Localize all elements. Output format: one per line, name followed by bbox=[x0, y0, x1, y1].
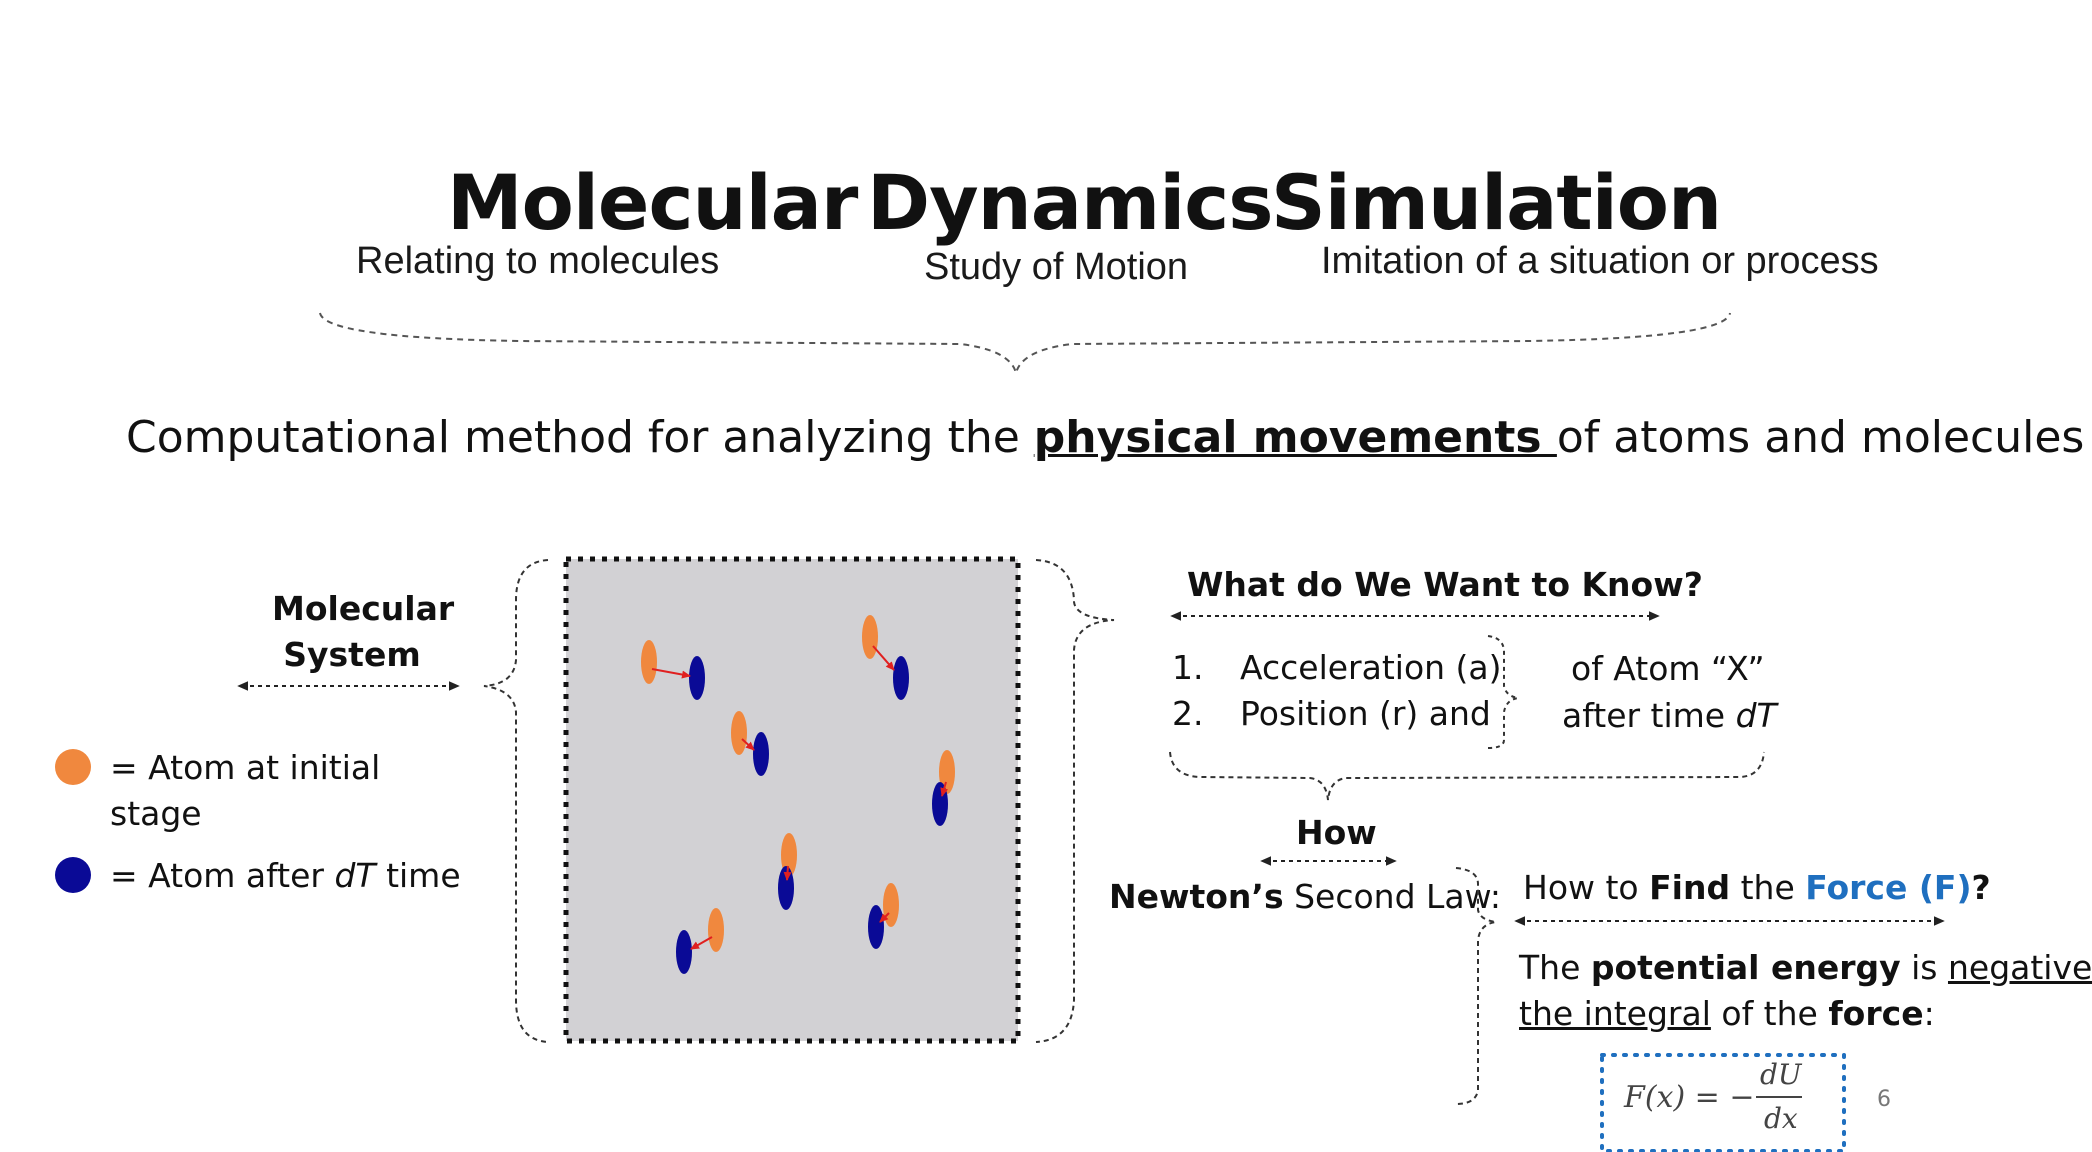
want-to-know-heading: What do We Want to Know? bbox=[1187, 565, 1703, 604]
atom-initial bbox=[731, 711, 747, 755]
newton-brace bbox=[1456, 868, 1496, 1104]
item1-acceleration: Acceleration (a) bbox=[1240, 648, 1502, 687]
pe-8: : bbox=[1923, 994, 1935, 1033]
subtitle-molecular: Relating to molecules bbox=[356, 240, 720, 282]
item2-number: 2. bbox=[1172, 694, 1204, 733]
newton-bold: Newton’s bbox=[1109, 877, 1284, 916]
subtitle-dynamics: Study of Motion bbox=[924, 246, 1189, 288]
legend-after-post: time bbox=[375, 856, 461, 895]
legend-after-pre: = Atom after bbox=[110, 856, 335, 895]
title-simulation: Simulation bbox=[1271, 158, 1722, 247]
atom-initial bbox=[862, 615, 878, 659]
pe-2: potential energy bbox=[1590, 948, 1901, 987]
title-molecular: Molecular bbox=[447, 158, 858, 247]
title-dynamics: Dynamics bbox=[867, 158, 1273, 247]
legend-after-var: dT bbox=[334, 856, 376, 895]
pe-6: of the bbox=[1710, 994, 1829, 1033]
force-q-find: Find bbox=[1649, 868, 1731, 907]
atom-after bbox=[868, 905, 884, 949]
atom-initial bbox=[883, 883, 899, 927]
formula-lhs: F(x) = − bbox=[1624, 1080, 1755, 1115]
atom-after bbox=[689, 656, 705, 700]
pe-7: force bbox=[1828, 994, 1924, 1033]
force-q-pre: How to bbox=[1523, 868, 1650, 907]
atom-initial bbox=[708, 908, 724, 952]
formula-denominator: dx bbox=[1764, 1102, 1798, 1135]
atom-after bbox=[932, 782, 948, 826]
atom-after bbox=[753, 732, 769, 776]
molecular-system-line1: Molecular bbox=[272, 589, 455, 628]
simulation-box bbox=[566, 559, 1018, 1041]
pe-3: is bbox=[1900, 948, 1948, 987]
atom-after bbox=[676, 930, 692, 974]
after-time-pre: after time bbox=[1562, 696, 1736, 735]
atom-initial bbox=[641, 640, 657, 684]
force-q-end: ? bbox=[1971, 868, 1991, 907]
definition-emphasis: physical movements bbox=[1033, 412, 1557, 463]
definition-pre: Computational method for analyzing the bbox=[126, 412, 1034, 463]
atom-after bbox=[778, 866, 794, 910]
page-number: 6 bbox=[1877, 1087, 1891, 1112]
after-time-var: dT bbox=[1735, 696, 1777, 735]
formula-box bbox=[1602, 1055, 1844, 1151]
legend-initial-line2: stage bbox=[110, 794, 202, 833]
pe-5: the integral bbox=[1519, 994, 1711, 1033]
atom-after bbox=[893, 656, 909, 700]
box-left-brace bbox=[484, 560, 548, 1042]
force-q-mid: the bbox=[1730, 868, 1806, 907]
definition-post: of atoms and molecules bbox=[1556, 412, 2085, 463]
pe-1: The bbox=[1519, 948, 1591, 987]
how-label: How bbox=[1296, 813, 1377, 852]
legend-initial-line1: = Atom at initial bbox=[110, 748, 381, 787]
item2-position: Position (r) and bbox=[1240, 694, 1491, 733]
item1-number: 1. bbox=[1172, 648, 1204, 687]
items-brace bbox=[1488, 636, 1518, 748]
title-brace bbox=[320, 313, 1730, 373]
formula-numerator: dU bbox=[1760, 1058, 1802, 1091]
subtitle-simulation: Imitation of a situation or process bbox=[1321, 240, 1879, 282]
force-q-force: Force (F) bbox=[1805, 868, 1972, 907]
pe-4: negative bbox=[1947, 948, 2092, 987]
box-right-brace bbox=[1036, 560, 1114, 1042]
newton-rest: Second Law: bbox=[1283, 877, 1501, 916]
of-atom-x: of Atom “X” bbox=[1571, 649, 1765, 688]
molecular-system-line2: System bbox=[283, 635, 421, 674]
items-bottom-brace bbox=[1170, 752, 1764, 800]
displacement-arrow bbox=[787, 866, 788, 880]
